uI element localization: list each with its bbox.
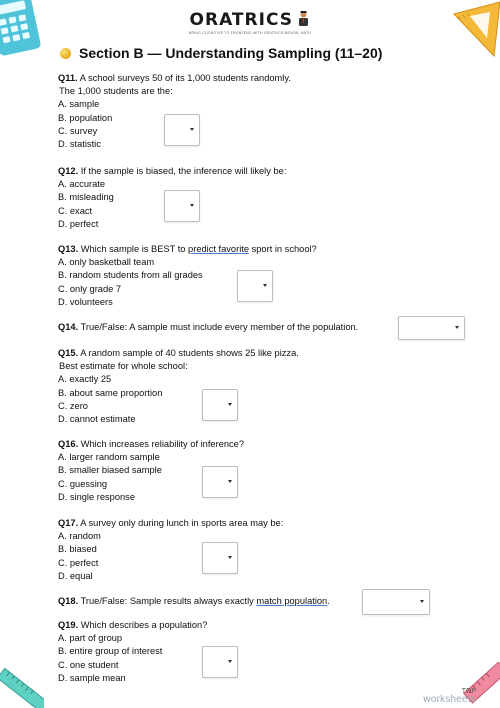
logo-tagline: BRING COGNITIVE TO FRONTEND WITH ORATRICS MENTAL MATH bbox=[188, 31, 312, 35]
question-number: Q18. bbox=[58, 596, 79, 606]
question-stem-line2: The 1,000 students are the: bbox=[59, 86, 173, 97]
answer-dropdown-q12[interactable] bbox=[164, 190, 200, 222]
question-q15 bbox=[58, 347, 299, 426]
answer-dropdown-q11[interactable] bbox=[164, 114, 200, 146]
question-number: Q19. bbox=[58, 620, 79, 630]
answer-dropdown-q17[interactable] bbox=[202, 542, 238, 574]
option-a: A. only basketball team bbox=[58, 257, 155, 268]
option-d: D. equal bbox=[58, 570, 93, 581]
question-stem-line2: Best estimate for whole school: bbox=[59, 361, 188, 372]
section-title-text: Section B — Understanding Sampling (11–20) bbox=[79, 45, 383, 61]
chevron-down-icon bbox=[190, 204, 194, 207]
brand-logo bbox=[0, 10, 500, 35]
question-stem: Which describes a population? bbox=[78, 620, 208, 630]
question-stem: True/False: A sample must include every member of the population. bbox=[78, 322, 359, 332]
question-number: Q13. bbox=[58, 244, 79, 254]
option-b: B. biased bbox=[58, 544, 97, 555]
option-b: B. entire group of interest bbox=[58, 646, 163, 657]
chevron-down-icon bbox=[228, 660, 232, 663]
coin-icon bbox=[60, 48, 71, 59]
question-stem: If the sample is biased, the inference will likely be: bbox=[78, 166, 287, 176]
chevron-down-icon bbox=[228, 403, 232, 406]
answer-dropdown-q19[interactable] bbox=[202, 646, 238, 678]
question-stem: Which increases reliability of inference? bbox=[78, 439, 245, 449]
question-q18 bbox=[58, 595, 330, 608]
mascot-icon bbox=[297, 11, 310, 26]
option-b: B. about same proportion bbox=[58, 387, 163, 398]
question-stem-underlined: predict favorite bbox=[188, 244, 250, 254]
option-c: C. perfect bbox=[58, 557, 99, 568]
question-number: Q15. bbox=[58, 348, 79, 358]
question-q14 bbox=[58, 321, 358, 334]
option-d: D. cannot estimate bbox=[58, 414, 136, 425]
option-c: C. only grade 7 bbox=[58, 283, 122, 294]
option-a: A. accurate bbox=[58, 179, 106, 190]
option-c: C. zero bbox=[58, 400, 88, 411]
option-c: C. guessing bbox=[58, 478, 108, 489]
question-stem: A random sample of 40 students shows 25 like pizza. bbox=[78, 348, 299, 358]
question-stem-start: True/False: Sample results always exactly bbox=[78, 596, 257, 606]
answer-dropdown-q13[interactable] bbox=[237, 270, 273, 302]
question-stem-underlined: match population bbox=[256, 596, 328, 606]
option-a: A. larger random sample bbox=[58, 452, 160, 463]
question-number: Q12. bbox=[58, 166, 79, 176]
question-number: Q17. bbox=[58, 518, 79, 528]
chevron-down-icon bbox=[228, 556, 232, 559]
option-c: C. survey bbox=[58, 125, 98, 136]
footer-line1: TOP bbox=[461, 688, 476, 695]
footer-line2: worksheets bbox=[423, 694, 476, 705]
ruler-left-icon bbox=[0, 668, 44, 708]
option-a: A. sample bbox=[58, 99, 100, 110]
question-stem: A survey only during lunch in sports area may be: bbox=[78, 518, 284, 528]
option-d: D. single response bbox=[58, 491, 135, 502]
option-b: B. misleading bbox=[58, 192, 114, 203]
chevron-down-icon bbox=[420, 600, 424, 603]
option-d: D. sample mean bbox=[58, 672, 126, 683]
option-b: B. random students from all grades bbox=[58, 270, 203, 281]
chevron-down-icon bbox=[228, 480, 232, 483]
question-q17 bbox=[58, 517, 283, 583]
question-stem-end: . bbox=[327, 596, 330, 606]
option-b: B. smaller biased sample bbox=[58, 465, 162, 476]
footer-watermark bbox=[423, 688, 476, 704]
option-d: D. statistic bbox=[58, 139, 101, 150]
question-number: Q14. bbox=[58, 322, 79, 332]
logo-wordmark: ORATRICS bbox=[189, 10, 293, 30]
question-stem-start: Which sample is BEST to bbox=[78, 244, 189, 254]
answer-dropdown-q14[interactable] bbox=[398, 316, 465, 340]
option-a: A. random bbox=[58, 531, 101, 542]
question-number: Q16. bbox=[58, 439, 79, 449]
chevron-down-icon bbox=[263, 284, 267, 287]
option-c: C. one student bbox=[58, 659, 119, 670]
answer-dropdown-q16[interactable] bbox=[202, 466, 238, 498]
option-a: A. part of group bbox=[58, 633, 123, 644]
chevron-down-icon bbox=[455, 326, 459, 329]
chevron-down-icon bbox=[190, 128, 194, 131]
answer-dropdown-q15[interactable] bbox=[202, 389, 238, 421]
question-stem: A school surveys 50 of its 1,000 students randomly. bbox=[77, 73, 291, 83]
option-d: D. perfect bbox=[58, 218, 99, 229]
question-stem-end: sport in school? bbox=[249, 244, 317, 254]
question-q13 bbox=[58, 243, 317, 309]
answer-dropdown-q18[interactable] bbox=[362, 589, 430, 615]
option-d: D. volunteers bbox=[58, 296, 113, 307]
section-heading bbox=[60, 45, 382, 61]
option-c: C. exact bbox=[58, 205, 93, 216]
question-number: Q11. bbox=[58, 73, 78, 83]
option-b: B. population bbox=[58, 112, 113, 123]
option-a: A. exactly 25 bbox=[58, 374, 112, 385]
question-q19 bbox=[58, 619, 207, 685]
